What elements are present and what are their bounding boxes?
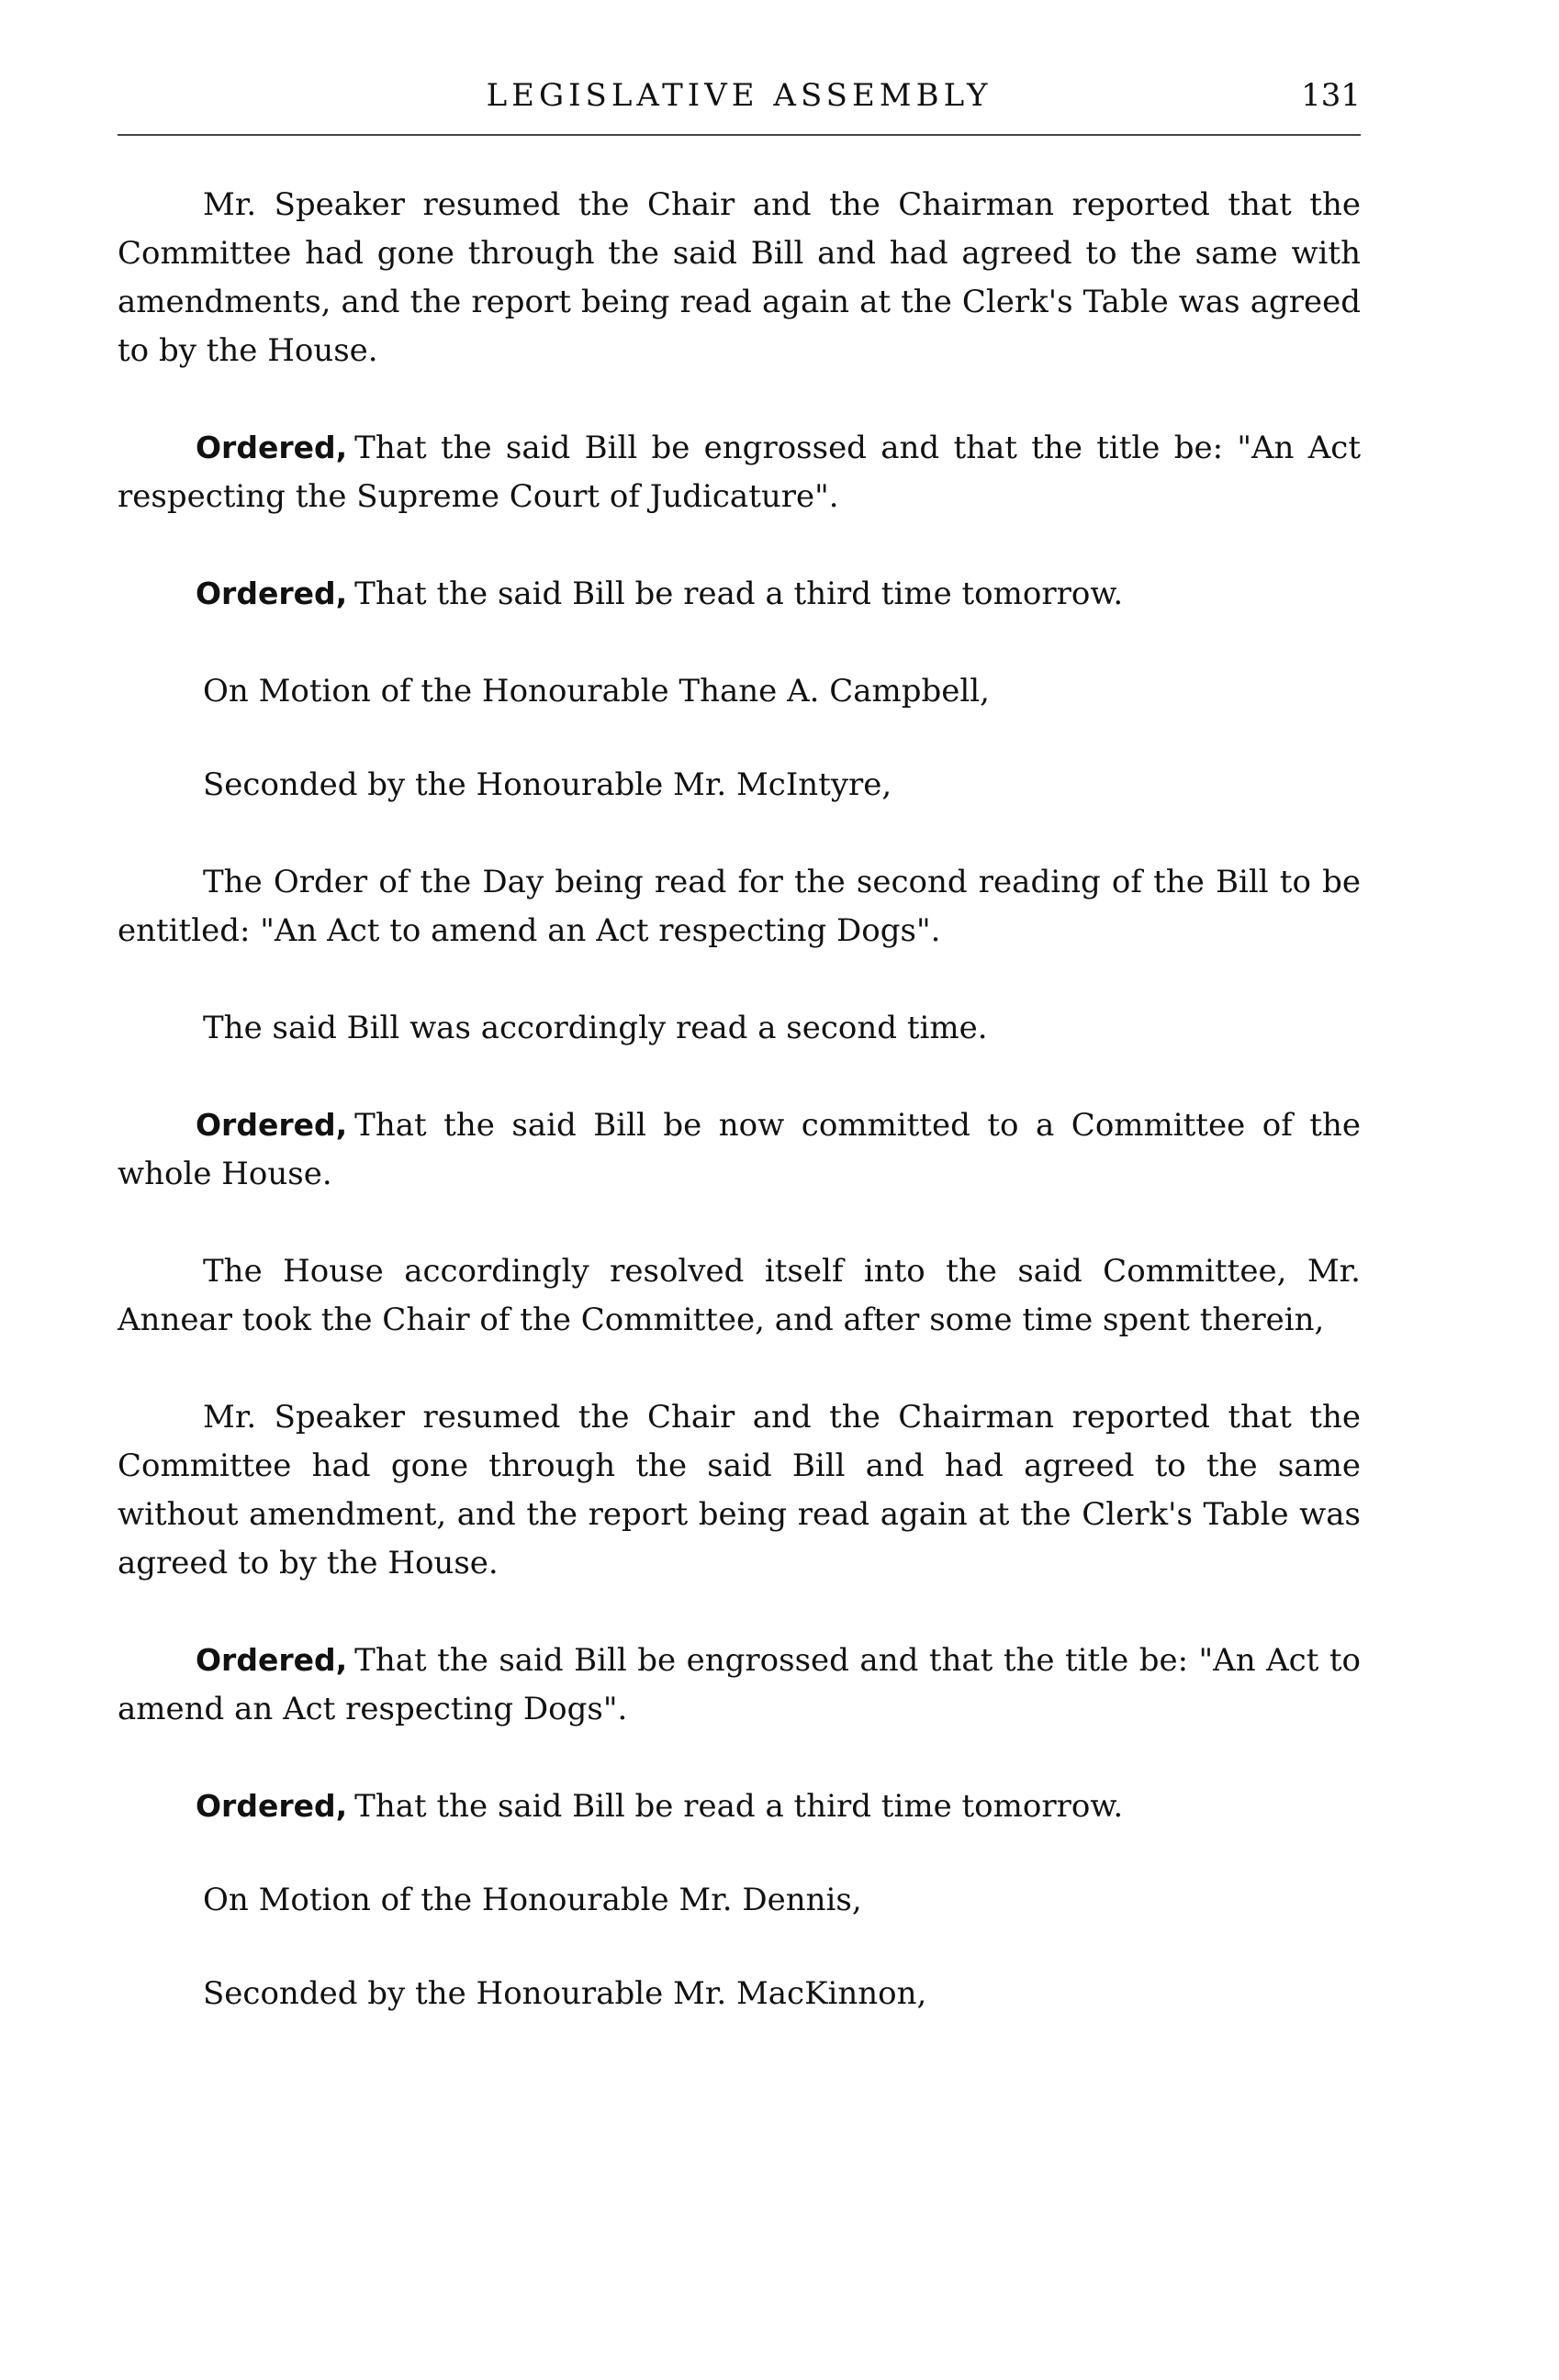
paragraph-motion-2 (118, 1875, 1361, 1925)
paragraph-ordered-engrossed-1 (118, 423, 1361, 521)
ordered-keyword: Ordered, (196, 1642, 348, 1678)
paragraph-text: That the said Bill be read a third time tomorrow. (354, 1788, 1124, 1825)
paragraph-ordered-committed (118, 1101, 1361, 1199)
paragraph-order-of-day (118, 857, 1361, 955)
paragraph-text: Seconded by the Honourable Mr. MacKinnon, (203, 1975, 927, 2012)
paragraph-text: That the said Bill be engrossed and that the title be: "An Act respecting the Supreme Court of Judicature". (118, 430, 1361, 515)
paragraph-text: That the said Bill be engrossed and that the title be: "An Act to amend an Act respecting Dogs". (118, 1642, 1361, 1727)
ordered-keyword: Ordered, (196, 430, 348, 465)
paragraph-house-resolved (118, 1246, 1361, 1345)
paragraph-seconded-2 (118, 1969, 1361, 2018)
body-text (118, 180, 1361, 2066)
ordered-keyword: Ordered, (196, 1107, 348, 1143)
paragraph-motion-1 (118, 666, 1361, 716)
paragraph-speaker-report-2 (118, 1392, 1361, 1588)
page-header (118, 77, 1361, 132)
paragraph-text: On Motion of the Honourable Mr. Dennis, (203, 1882, 862, 1918)
paragraph-speaker-report-1 (118, 180, 1361, 375)
paragraph-second-reading (118, 1003, 1361, 1053)
paragraph-ordered-engrossed-2 (118, 1636, 1361, 1734)
paragraph-text: The said Bill was accordingly read a second time. (203, 1010, 988, 1046)
page-number: 131 (1301, 77, 1361, 114)
paragraph-seconded-1 (118, 760, 1361, 810)
paragraph-text: The Order of the Day being read for the second reading of the Bill to be entitled: "An Act to amend an Act respecting Dogs". (118, 864, 1361, 949)
ordered-keyword: Ordered, (196, 575, 348, 611)
paragraph-text: That the said Bill be now committed to a Committee of the whole House. (118, 1107, 1361, 1192)
paragraph-text: Mr. Speaker resumed the Chair and the Chairman reported that the Committee had gone through the said Bill and had agreed to the same with amendments, and the report being read again at the Clerk's Table was agreed to by the House. (118, 186, 1361, 369)
header-rule (118, 134, 1361, 136)
paragraph-ordered-third-reading-2 (118, 1782, 1361, 1831)
paragraph-text: Seconded by the Honourable Mr. McIntyre, (203, 766, 892, 803)
paragraph-text: That the said Bill be read a third time tomorrow. (354, 575, 1124, 612)
paragraph-text: Mr. Speaker resumed the Chair and the Chairman reported that the Committee had gone through the said Bill and had agreed to the same without amendment, and the report being read again at the Clerk's Table was agreed to by the House. (118, 1399, 1361, 1581)
paragraph-text: The House accordingly resolved itself into the said Committee, Mr. Annear took the Chair of the Committee, and after some time spent therein, (118, 1253, 1361, 1338)
running-title: LEGISLATIVE ASSEMBLY (486, 77, 993, 114)
paragraph-ordered-third-reading-1 (118, 569, 1361, 619)
paragraph-text: On Motion of the Honourable Thane A. Campbell, (203, 673, 990, 710)
ordered-keyword: Ordered, (196, 1788, 348, 1824)
